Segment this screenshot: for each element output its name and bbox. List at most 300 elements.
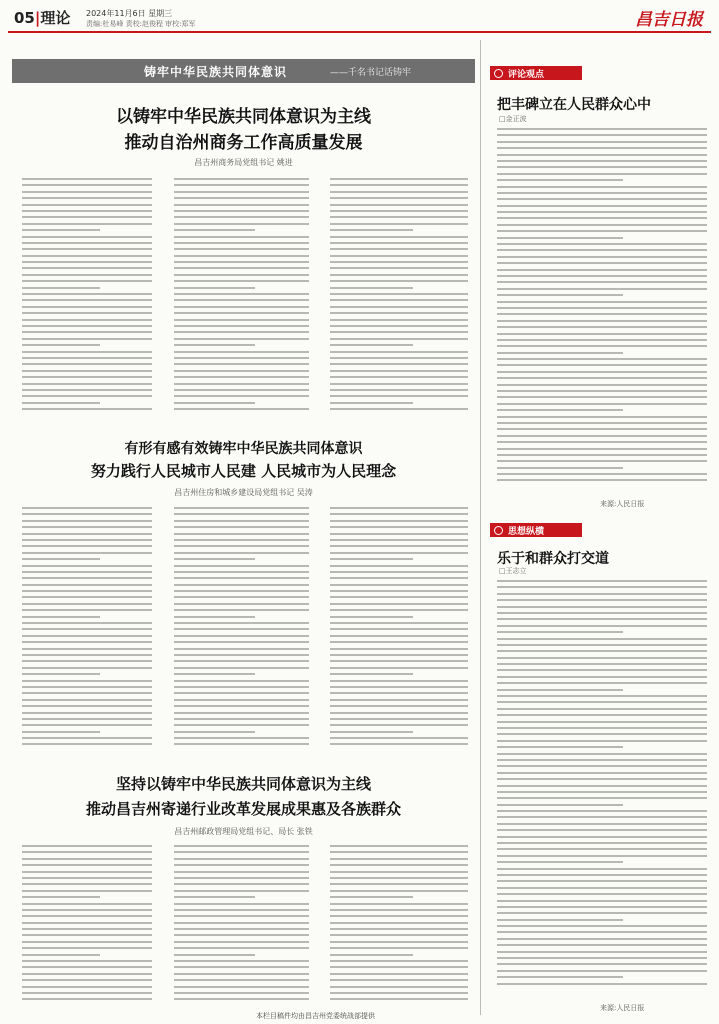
- text-line: [497, 676, 707, 678]
- text-line: [22, 692, 152, 694]
- text-line: [497, 371, 707, 373]
- text-line: [497, 919, 623, 921]
- text-line: [22, 966, 152, 968]
- text-line: [22, 858, 152, 860]
- text-line: [22, 338, 152, 340]
- text-line: [330, 896, 413, 898]
- column-banner: [12, 59, 475, 83]
- text-line: [22, 686, 152, 688]
- text-line: [330, 641, 468, 643]
- text-line: [174, 680, 309, 682]
- text-line: [22, 274, 152, 276]
- text-line: [174, 191, 309, 193]
- text-line: [497, 416, 707, 418]
- text-line: [497, 593, 707, 595]
- text-line: [497, 785, 707, 787]
- masthead: [8, 5, 711, 33]
- text-line: [330, 934, 468, 936]
- text-line: [174, 267, 309, 269]
- text-line: [22, 845, 152, 847]
- newspaper-logo: 昌吉日报: [635, 10, 703, 30]
- text-line: [330, 312, 468, 314]
- text-line: [174, 363, 309, 365]
- text-line: [497, 435, 707, 437]
- article-1-byline: 昌吉州商务局党组书记 姚进: [194, 158, 293, 167]
- text-line: [174, 280, 309, 282]
- text-line: [22, 603, 152, 605]
- text-line: [497, 765, 707, 767]
- text-line: [330, 864, 468, 866]
- text-line: [330, 242, 468, 244]
- text-line: [22, 331, 152, 333]
- text-line: [497, 326, 707, 328]
- text-line: [497, 746, 623, 748]
- sidebar-2-body: [497, 580, 707, 998]
- text-line: [22, 731, 100, 733]
- text-line: [330, 871, 468, 873]
- text-line: [330, 558, 413, 560]
- text-line: [330, 545, 468, 547]
- text-line: [174, 287, 255, 289]
- text-line: [497, 957, 707, 959]
- text-line: [330, 236, 468, 238]
- article-3-body-col1: [22, 845, 152, 1005]
- text-line: [22, 928, 152, 930]
- text-line: [330, 370, 468, 372]
- text-line: [22, 712, 152, 714]
- text-line: [497, 217, 707, 219]
- text-line: [497, 791, 707, 793]
- text-line: [497, 650, 707, 652]
- text-line: [174, 883, 309, 885]
- text-line: [497, 644, 707, 646]
- text-line: [22, 654, 152, 656]
- text-line: [330, 408, 468, 410]
- text-line: [174, 520, 309, 522]
- text-line: [497, 816, 707, 818]
- article-3-body-col2: [174, 845, 309, 1005]
- text-line: [174, 408, 309, 410]
- text-line: [174, 858, 309, 860]
- text-line: [22, 699, 152, 701]
- text-line: [174, 513, 309, 515]
- text-line: [22, 986, 152, 988]
- text-line: [497, 727, 707, 729]
- text-line: [174, 558, 255, 560]
- text-line: [497, 134, 707, 136]
- text-line: [22, 223, 152, 225]
- text-line: [497, 797, 707, 799]
- text-line: [497, 778, 707, 780]
- text-line: [497, 262, 707, 264]
- text-line: [22, 344, 100, 346]
- text-line: [330, 718, 468, 720]
- text-line: [497, 192, 707, 194]
- text-line: [330, 915, 468, 917]
- comment-icon: [494, 69, 503, 78]
- text-line: [174, 299, 309, 301]
- text-line: [330, 699, 468, 701]
- article-1-headline-line2: 推动自治州商务工作高质量发展: [124, 133, 363, 153]
- text-line: [174, 896, 255, 898]
- text-line: [330, 338, 468, 340]
- text-line: [330, 712, 468, 714]
- text-line: [330, 191, 468, 193]
- text-line: [330, 357, 468, 359]
- text-line: [330, 851, 468, 853]
- text-line: [22, 622, 152, 624]
- text-line: [174, 654, 309, 656]
- text-line: [22, 325, 152, 327]
- text-line: [497, 612, 707, 614]
- text-line: [174, 248, 309, 250]
- text-line: [497, 848, 707, 850]
- text-line: [174, 635, 309, 637]
- text-line: [174, 673, 255, 675]
- text-line: [330, 979, 468, 981]
- text-line: [22, 571, 152, 573]
- article-2-headline-line1: 有形有感有效铸牢中华民族共同体意识: [124, 441, 363, 457]
- text-line: [330, 319, 468, 321]
- text-line: [497, 249, 707, 251]
- text-line: [330, 622, 468, 624]
- text-line: [22, 376, 152, 378]
- text-line: [22, 724, 152, 726]
- text-line: [497, 829, 707, 831]
- article-1-body-col2: [174, 178, 309, 418]
- text-line: [174, 197, 309, 199]
- text-line: [22, 545, 152, 547]
- sidebar-1-source: 来源:人民日报: [600, 500, 645, 508]
- text-line: [330, 673, 413, 675]
- sidebar-2-tag: [490, 523, 582, 537]
- text-line: [497, 976, 623, 978]
- text-line: [330, 325, 468, 327]
- text-line: [174, 871, 309, 873]
- text-line: [497, 580, 707, 582]
- text-line: [174, 229, 255, 231]
- text-line: [497, 944, 707, 946]
- text-line: [330, 660, 468, 662]
- text-line: [174, 210, 309, 212]
- text-line: [330, 731, 413, 733]
- text-line: [330, 565, 468, 567]
- text-line: [497, 224, 707, 226]
- article-2-body-col2: [174, 507, 309, 752]
- text-line: [330, 596, 468, 598]
- text-line: [22, 210, 152, 212]
- text-line: [22, 408, 152, 410]
- text-line: [330, 210, 468, 212]
- text-line: [497, 855, 707, 857]
- text-line: [22, 191, 152, 193]
- text-line: [174, 954, 255, 956]
- text-line: [174, 979, 309, 981]
- text-line: [22, 319, 152, 321]
- text-line: [22, 979, 152, 981]
- text-line: [330, 204, 468, 206]
- text-line: [22, 248, 152, 250]
- banner-subtitle: ——千名书记话铸牢: [330, 68, 412, 78]
- text-line: [174, 357, 309, 359]
- text-line: [22, 718, 152, 720]
- text-line: [497, 740, 707, 742]
- text-line: [497, 198, 707, 200]
- text-line: [22, 667, 152, 669]
- text-line: [174, 947, 309, 949]
- text-line: [22, 539, 152, 541]
- text-line: [22, 184, 152, 186]
- text-line: [330, 680, 468, 682]
- article-3-byline: 昌吉州邮政管理局党组书记、局长 张铁: [174, 827, 313, 836]
- text-line: [22, 312, 152, 314]
- text-line: [22, 383, 152, 385]
- text-line: [174, 533, 309, 535]
- text-line: [22, 565, 152, 567]
- text-line: [497, 625, 707, 627]
- text-line: [497, 925, 707, 927]
- text-line: [174, 686, 309, 688]
- text-line: [22, 507, 152, 509]
- text-line: [22, 351, 152, 353]
- text-line: [22, 992, 152, 994]
- text-line: [174, 178, 309, 180]
- text-line: [174, 692, 309, 694]
- text-line: [497, 479, 707, 481]
- text-line: [330, 743, 468, 745]
- text-line: [330, 590, 468, 592]
- text-line: [497, 868, 707, 870]
- text-line: [22, 616, 100, 618]
- text-line: [174, 507, 309, 509]
- text-line: [330, 331, 468, 333]
- text-line: [22, 743, 152, 745]
- text-line: [330, 628, 468, 630]
- text-line: [22, 389, 152, 391]
- text-line: [497, 294, 623, 296]
- text-line: [330, 941, 468, 943]
- article-3-headline-line1: 坚持以铸牢中华民族共同体意识为主线: [115, 775, 371, 793]
- text-line: [497, 906, 707, 908]
- text-line: [497, 733, 707, 735]
- text-line: [174, 718, 309, 720]
- text-line: [497, 467, 623, 469]
- text-line: [22, 851, 152, 853]
- text-line: [174, 331, 309, 333]
- article-1-body-col1: [22, 178, 152, 418]
- text-line: [22, 909, 152, 911]
- text-line: [174, 545, 309, 547]
- text-line: [330, 306, 468, 308]
- text-line: [22, 299, 152, 301]
- text-line: [497, 301, 707, 303]
- text-line: [22, 267, 152, 269]
- page-number: 05|理论: [14, 9, 71, 27]
- text-line: [22, 520, 152, 522]
- text-line: [22, 705, 152, 707]
- text-line: [174, 845, 309, 847]
- text-line: [330, 299, 468, 301]
- text-line: [22, 584, 152, 586]
- text-line: [497, 448, 707, 450]
- text-line: [497, 403, 707, 405]
- text-line: [174, 616, 255, 618]
- text-line: [330, 960, 468, 962]
- text-line: [330, 344, 413, 346]
- text-line: [174, 928, 309, 930]
- text-line: [497, 473, 707, 475]
- text-line: [22, 204, 152, 206]
- text-line: [330, 280, 468, 282]
- text-line: [330, 954, 413, 956]
- text-line: [497, 912, 707, 914]
- text-line: [174, 319, 309, 321]
- text-line: [174, 851, 309, 853]
- text-line: [22, 596, 152, 598]
- text-line: [330, 223, 468, 225]
- text-line: [22, 680, 152, 682]
- text-line: [497, 275, 707, 277]
- text-line: [497, 695, 707, 697]
- text-line: [174, 966, 309, 968]
- text-line: [22, 864, 152, 866]
- text-line: [330, 216, 468, 218]
- text-line: [22, 402, 100, 404]
- text-line: [497, 333, 707, 335]
- text-line: [22, 903, 152, 905]
- text-line: [22, 255, 152, 257]
- text-line: [330, 858, 468, 860]
- text-line: [174, 705, 309, 707]
- text-line: [497, 586, 707, 588]
- text-line: [497, 141, 707, 143]
- text-line: [330, 883, 468, 885]
- text-line: [330, 184, 468, 186]
- text-line: [330, 267, 468, 269]
- text-line: [330, 947, 468, 949]
- text-line: [174, 922, 309, 924]
- text-line: [330, 890, 468, 892]
- text-line: [22, 648, 152, 650]
- text-line: [174, 539, 309, 541]
- sidebar-1-tag-label: 评论观点: [508, 70, 545, 80]
- thought-icon: [494, 526, 503, 535]
- text-line: [174, 641, 309, 643]
- text-line: [497, 804, 623, 806]
- text-line: [330, 966, 468, 968]
- text-line: [497, 669, 707, 671]
- text-line: [330, 178, 468, 180]
- text-line: [497, 154, 707, 156]
- text-line: [22, 242, 152, 244]
- text-line: [497, 454, 707, 456]
- text-line: [174, 915, 309, 917]
- text-line: [497, 339, 707, 341]
- text-line: [174, 577, 309, 579]
- text-line: [330, 692, 468, 694]
- text-line: [22, 934, 152, 936]
- text-line: [330, 998, 468, 1000]
- text-line: [174, 584, 309, 586]
- text-line: [174, 628, 309, 630]
- text-line: [22, 871, 152, 873]
- sidebar-1-title: 把丰碑立在人民群众心中: [497, 97, 651, 113]
- text-line: [174, 376, 309, 378]
- text-line: [22, 306, 152, 308]
- text-line: [497, 714, 707, 716]
- text-line: [497, 384, 707, 386]
- text-line: [497, 128, 707, 130]
- text-line: [497, 160, 707, 162]
- text-line: [174, 402, 255, 404]
- text-line: [174, 351, 309, 353]
- text-line: [330, 737, 468, 739]
- sidebar-2-title: 乐于和群众打交道: [497, 551, 609, 567]
- text-line: [174, 596, 309, 598]
- text-line: [174, 370, 309, 372]
- text-line: [330, 686, 468, 688]
- text-line: [174, 934, 309, 936]
- text-line: [497, 931, 707, 933]
- text-line: [330, 197, 468, 199]
- text-line: [497, 657, 707, 659]
- text-line: [497, 390, 707, 392]
- text-line: [174, 737, 309, 739]
- text-line: [22, 660, 152, 662]
- text-line: [497, 313, 707, 315]
- text-line: [330, 635, 468, 637]
- text-line: [174, 325, 309, 327]
- text-line: [497, 810, 707, 812]
- text-line: [22, 922, 152, 924]
- text-line: [174, 383, 309, 385]
- page-number-value: 05: [14, 9, 35, 27]
- text-line: [174, 261, 309, 263]
- text-line: [174, 890, 309, 892]
- text-line: [330, 533, 468, 535]
- text-line: [22, 628, 152, 630]
- text-line: [174, 699, 309, 701]
- text-line: [497, 721, 707, 723]
- text-line: [330, 539, 468, 541]
- banner-title: 铸牢中华民族共同体意识: [144, 65, 288, 79]
- text-line: [330, 248, 468, 250]
- text-line: [330, 986, 468, 988]
- text-line: [497, 288, 707, 290]
- text-line: [497, 963, 707, 965]
- text-line: [22, 915, 152, 917]
- text-line: [22, 890, 152, 892]
- text-line: [497, 364, 707, 366]
- article-3-body-col3: [330, 845, 468, 1005]
- article-1-body-col3: [330, 178, 468, 418]
- text-line: [174, 389, 309, 391]
- text-line: [497, 631, 623, 633]
- text-line: [174, 973, 309, 975]
- text-line: [497, 211, 707, 213]
- text-line: [330, 395, 468, 397]
- text-line: [330, 287, 413, 289]
- text-line: [174, 571, 309, 573]
- article-3-headline-line2: 推动昌吉州寄递行业改革发展成果惠及各族群众: [85, 800, 401, 818]
- text-line: [22, 673, 100, 675]
- text-line: [330, 274, 468, 276]
- text-line: [330, 520, 468, 522]
- text-line: [174, 667, 309, 669]
- section-name: 理论: [40, 9, 71, 27]
- article-2-body-col3: [330, 507, 468, 752]
- text-line: [497, 880, 707, 882]
